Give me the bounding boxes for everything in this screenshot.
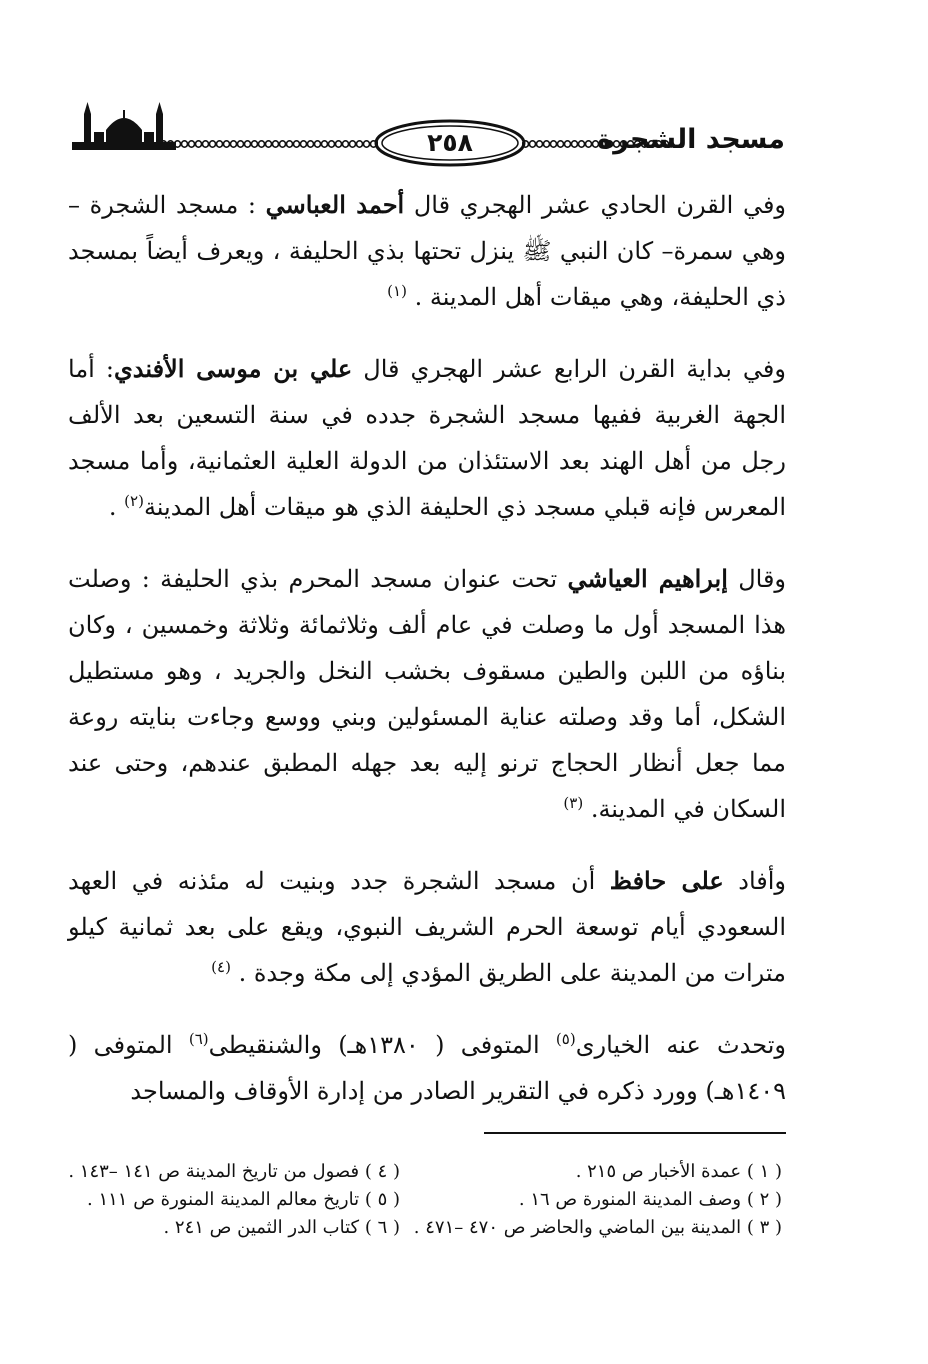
bold-name: أحمد العباسي xyxy=(265,190,405,219)
footnote-marker: (٤) xyxy=(211,958,231,976)
paragraph xyxy=(68,1022,786,1114)
footnote: ( ٤ ) فصول من تاريخ المدينة ص ١٤١ –١٤٣ . xyxy=(68,1161,400,1182)
paragraph xyxy=(68,858,786,996)
paragraph xyxy=(68,346,786,530)
paragraph-text: وتحدث عنه الخيارى xyxy=(575,1031,786,1059)
paragraph-text: : مسجد الشجرة – وهي سمرة– كان النبي ﷺ ينزل تحتها بذي الحليفة ، ويعرف أيضاً بمسجد ذي الحليفة، وهي ميقات أهل المدينة . xyxy=(68,191,786,311)
footnote-marker: (١) xyxy=(387,282,407,300)
page-number: ٢٥٨ xyxy=(427,128,473,157)
paragraph xyxy=(68,556,786,832)
paragraph-text: وقال xyxy=(727,565,787,593)
bold-name: علي بن موسى الأفندي xyxy=(113,354,353,383)
footnote: ( ١ ) عمدة الأخبار ص ٢١٥ . xyxy=(575,1161,782,1182)
bold-name: على حافظ xyxy=(609,866,724,895)
paragraph-text: المتوفى ( ١٤٠٩هـ) وورد ذكره في التقرير الصادر من إدارة الأوقاف والمساجد xyxy=(68,1031,786,1105)
paragraph-text: وفي القرن الحادي عشر الهجري قال xyxy=(404,191,787,219)
paragraph-text: وفي بداية القرن الرابع عشر الهجري قال xyxy=(352,355,786,383)
paragraph-text: أن مسجد الشجرة جدد وبنيت له مئذنه في العهد السعودي أيام توسعة الحرم الشريف النبوي، ويقع على بعد ثمانية كيلو مترات من المدينة على الطريق المؤدي إلى مكة وجدة . xyxy=(68,867,786,987)
paragraph xyxy=(68,182,786,320)
bold-name: إبراهيم العياشي xyxy=(567,564,728,593)
footnotes-column-right xyxy=(413,1158,782,1242)
footnote: ( ٢ ) وصف المدينة المنورة ص ١٦ . xyxy=(518,1189,782,1210)
footnote: ( ٦ ) كتاب الدر الثمين ص ٢٤١ . xyxy=(163,1217,400,1238)
footnotes-column-left xyxy=(62,1158,400,1242)
footnote-marker: (٣) xyxy=(563,794,584,812)
main-text xyxy=(68,182,786,1140)
footnote-divider xyxy=(484,1132,786,1134)
paragraph-text: : أما الجهة الغربية ففيها مسجد الشجرة جدده في سنة التسعين بعد الألف رجل من أهل الهند بعد الاستئذان من الدولة العلية العثمانية، وأما مسجد المعرس فإنه قبلي مسجد ذي الحليفة الذي هو ميقات أهل المدينة xyxy=(68,355,787,521)
running-title: مسجد الشجرة xyxy=(597,124,785,155)
header-ornament-left xyxy=(160,140,378,148)
footnote-marker: (٦) xyxy=(188,1030,209,1048)
paragraph-text: . xyxy=(108,493,125,521)
paragraph-text: وأفاد xyxy=(723,867,787,895)
paragraph-text: المتوفى ( ١٣٨٠هـ) والشنقيطى xyxy=(208,1031,556,1059)
footnote: ( ٥ ) تاريخ معالم المدينة المنورة ص ١١١ . xyxy=(87,1189,400,1210)
footnote-marker: (٢) xyxy=(124,492,144,510)
footnote: ( ٣ ) المدينة بين الماضي والحاضر ص ٤٧٠ –٤٧١ . xyxy=(413,1217,782,1238)
paragraph-text: تحت عنوان مسجد المحرم بذي الحليفة : وصلت هذا المسجد أول ما وصلت في عام ألف وثلاثمائة وثلاثة وخمسين ، وكان بناؤه من اللبن والطين مسقوف بخشب النخل والجريد ، وهو مستطيل الشكل، أما وقد وصلته عناية المسئولين وبني ووسع وجاءت بنايته روعة مما جعل أنظار الحجاج ترنو إليه بعد جهله المطبق عندهم، وحتى عند السكان في المدينة. xyxy=(68,565,786,823)
page-header xyxy=(70,96,860,186)
footnote-marker: (٥) xyxy=(555,1030,576,1048)
